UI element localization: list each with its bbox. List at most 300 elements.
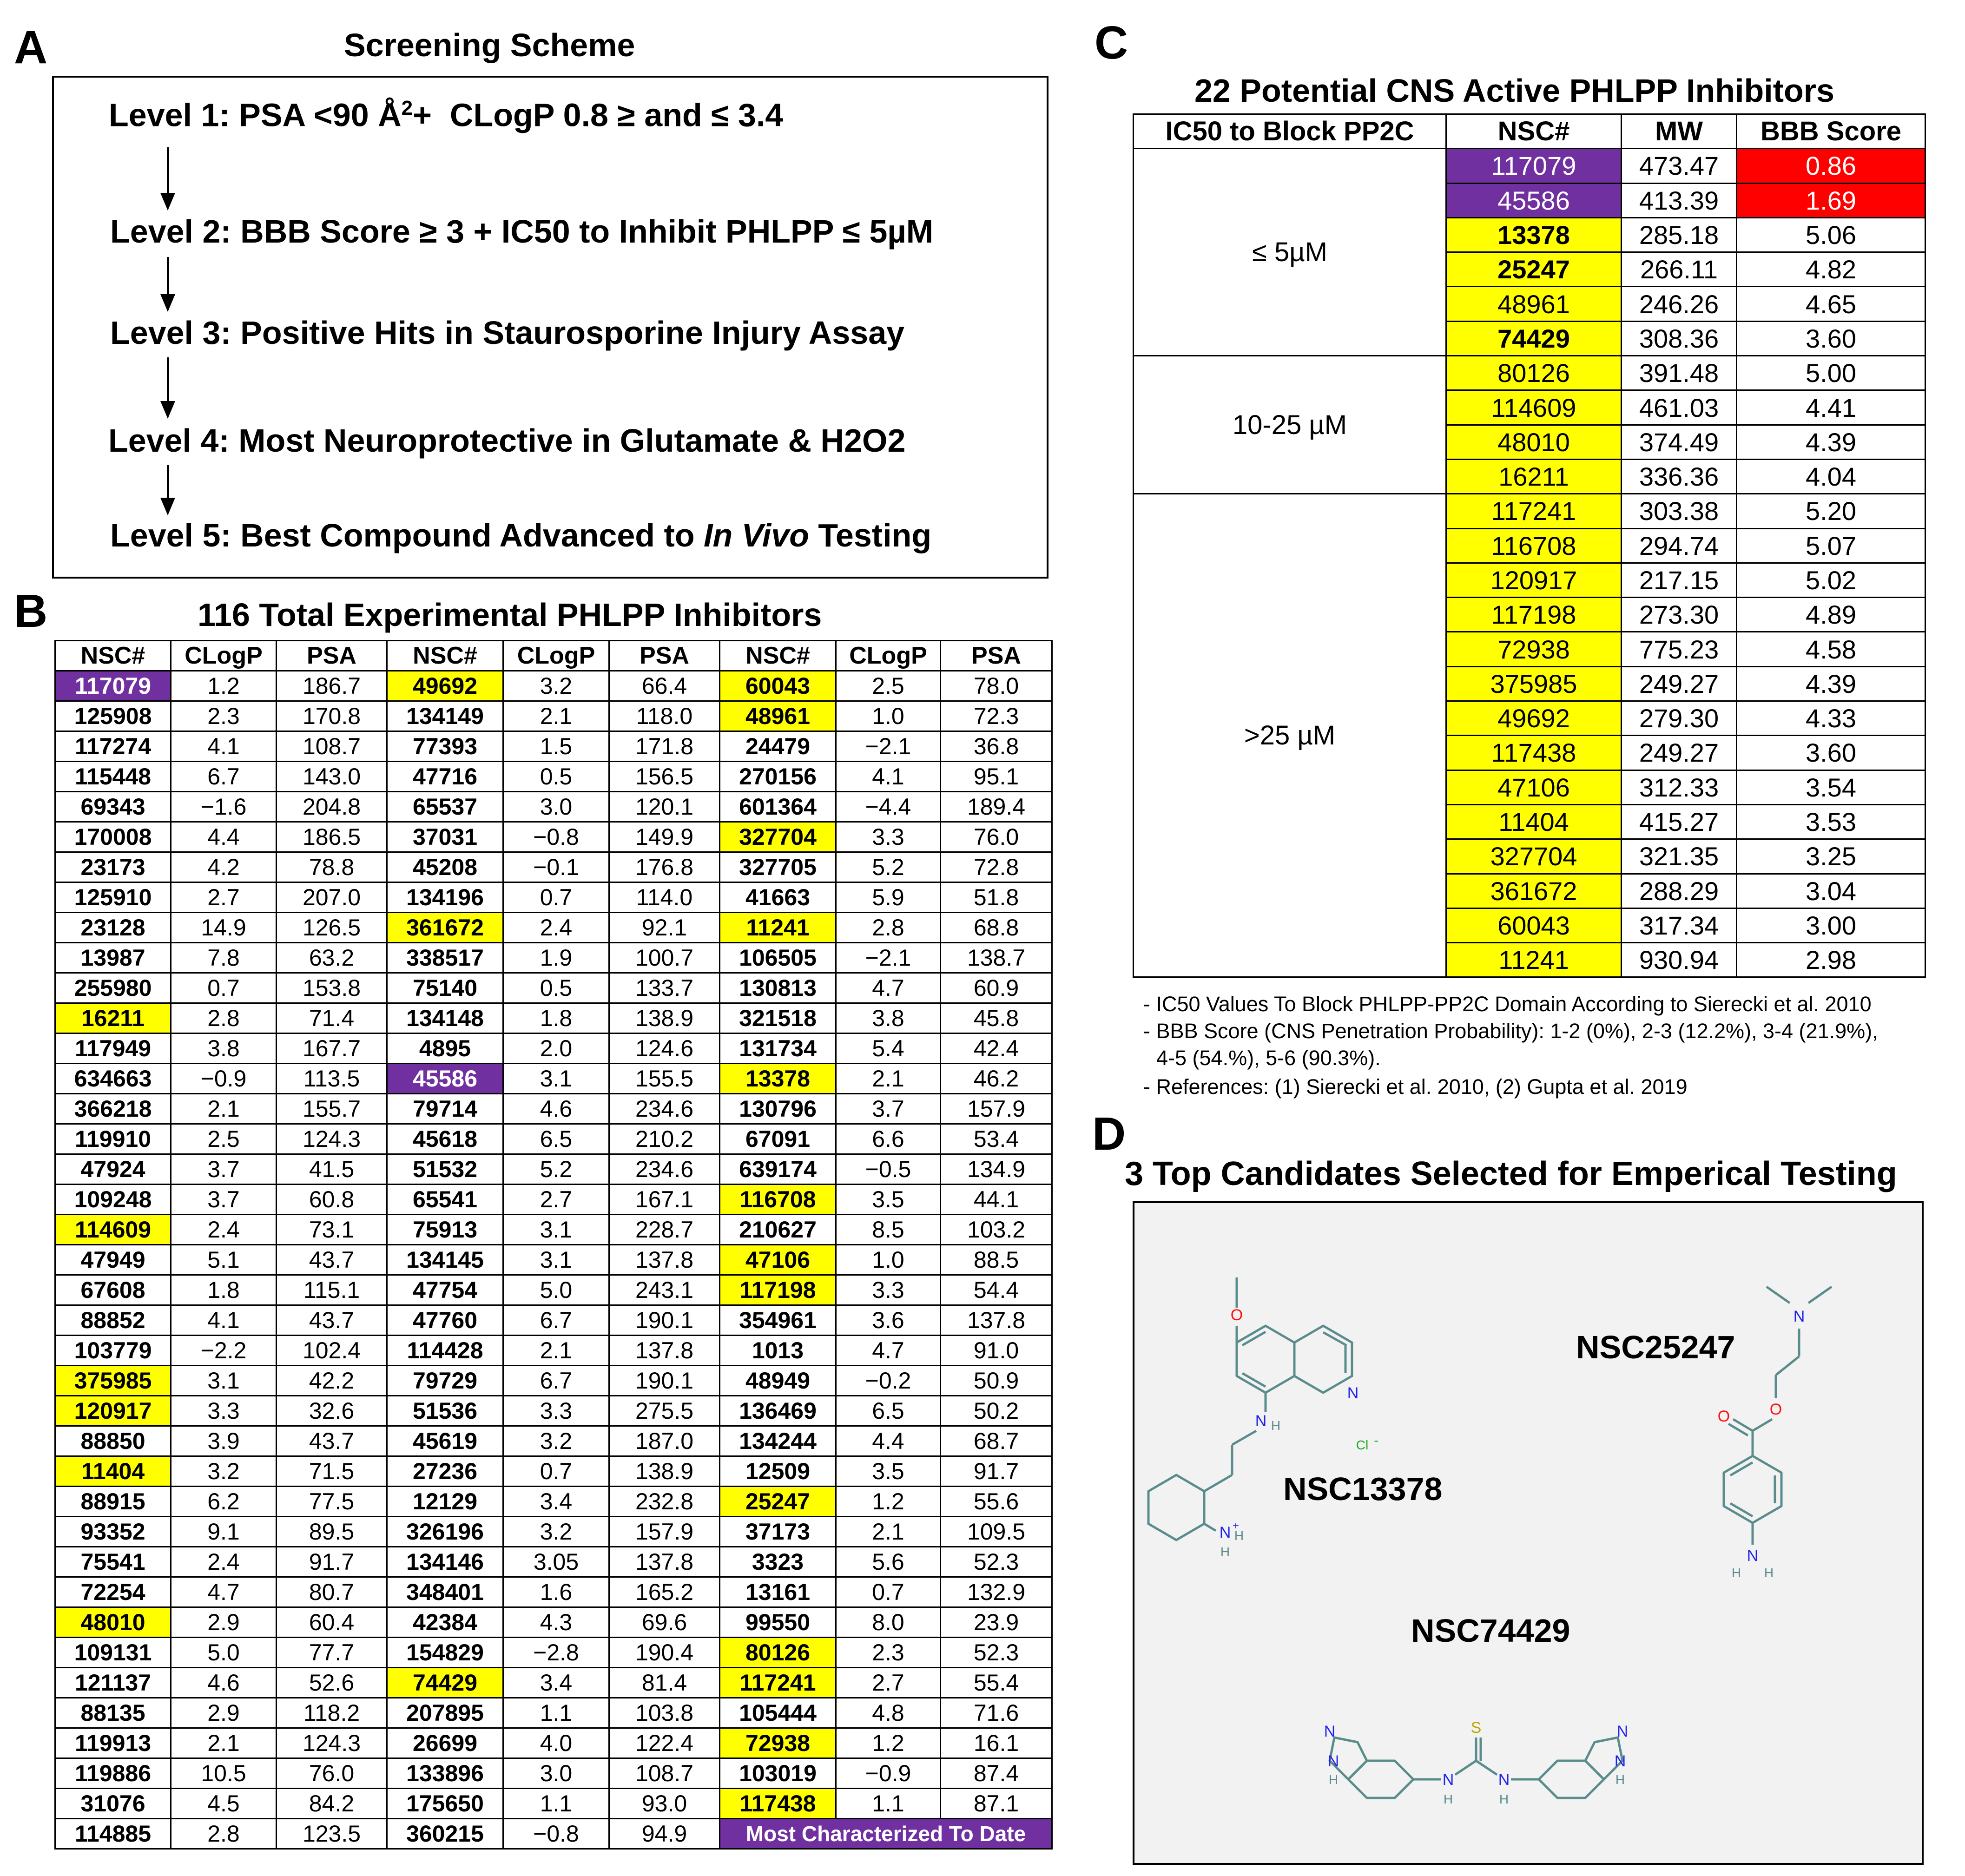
psa-cell: 68.8 <box>941 913 1052 943</box>
col-header: PSA <box>277 641 387 671</box>
arrow-3-head <box>160 401 175 419</box>
psa-cell: 190.1 <box>609 1305 720 1336</box>
psa-cell: 50.9 <box>941 1366 1052 1396</box>
clogp-cell: 4.7 <box>171 1577 277 1607</box>
psa-cell: 143.0 <box>277 762 387 792</box>
clogp-cell: 9.1 <box>171 1517 277 1547</box>
psa-cell: 137.8 <box>941 1305 1052 1336</box>
nsc-cell: 69343 <box>55 792 171 822</box>
psa-cell: 44.1 <box>941 1185 1052 1215</box>
bbb-score-cell: 3.60 <box>1737 736 1925 770</box>
nsc-cell: 1013 <box>720 1336 836 1366</box>
clogp-cell: 5.2 <box>836 852 941 882</box>
nsc-cell: 42384 <box>387 1607 503 1638</box>
clogp-cell: 3.1 <box>503 1245 609 1275</box>
psa-cell: 76.0 <box>277 1758 387 1789</box>
clogp-cell: 5.2 <box>503 1154 609 1185</box>
table-row <box>55 1426 1052 1456</box>
nsc-cell: 3323 <box>720 1547 836 1577</box>
clogp-cell: 3.1 <box>171 1366 277 1396</box>
clogp-cell: 6.7 <box>503 1305 609 1336</box>
psa-cell: 156.5 <box>609 762 720 792</box>
mw-cell: 415.27 <box>1622 804 1737 839</box>
psa-cell: 118.2 <box>277 1698 387 1728</box>
clogp-cell: 3.9 <box>171 1426 277 1456</box>
psa-cell: 87.1 <box>941 1789 1052 1819</box>
clogp-cell: 3.3 <box>171 1396 277 1426</box>
psa-cell: 165.2 <box>609 1577 720 1607</box>
table-row <box>55 1668 1052 1698</box>
nsc-cell: 77393 <box>387 731 503 762</box>
panel-c-title: 22 Potential CNS Active PHLPP Inhibitors <box>1194 72 1834 109</box>
psa-cell: 100.7 <box>609 943 720 973</box>
nsc-cell: 210627 <box>720 1215 836 1245</box>
psa-cell: 138.9 <box>609 1003 720 1033</box>
nsc-cell: 72938 <box>1446 632 1622 666</box>
nsc-cell: 72254 <box>55 1577 171 1607</box>
table-row <box>55 731 1052 762</box>
clogp-cell: 3.3 <box>836 1275 941 1305</box>
nsc-cell: 65537 <box>387 792 503 822</box>
screening-scheme-box <box>52 76 1048 579</box>
mw-cell: 303.38 <box>1622 494 1737 528</box>
bbb-score-cell: 4.41 <box>1737 390 1925 425</box>
psa-cell: 76.0 <box>941 822 1052 852</box>
nsc-cell: 60043 <box>1446 908 1622 942</box>
psa-cell: 137.8 <box>609 1336 720 1366</box>
psa-cell: 115.1 <box>277 1275 387 1305</box>
indazole-left-benzo <box>1348 1761 1413 1798</box>
psa-cell: 78.0 <box>941 671 1052 701</box>
table-row <box>55 1698 1052 1728</box>
nsc-cell: 134149 <box>387 701 503 731</box>
psa-cell: 16.1 <box>941 1728 1052 1758</box>
clogp-cell: 3.1 <box>503 1215 609 1245</box>
ic50-group-label: >25 µM <box>1134 494 1446 977</box>
urea-bond <box>1476 1761 1497 1775</box>
clogp-cell: 5.4 <box>836 1033 941 1064</box>
nsc-cell: 131734 <box>720 1033 836 1064</box>
mw-cell: 294.74 <box>1622 528 1737 563</box>
clogp-cell: 3.7 <box>171 1154 277 1185</box>
atom-n: N <box>1616 1723 1629 1740</box>
urea-bond <box>1455 1761 1476 1775</box>
clogp-cell: 1.2 <box>836 1728 941 1758</box>
clogp-cell: −0.1 <box>503 852 609 882</box>
psa-cell: 102.4 <box>277 1336 387 1366</box>
psa-cell: 137.8 <box>609 1547 720 1577</box>
psa-cell: 81.4 <box>609 1668 720 1698</box>
psa-cell: 71.5 <box>277 1456 387 1487</box>
nsc-cell: 48961 <box>1446 287 1622 321</box>
psa-cell: 232.8 <box>609 1487 720 1517</box>
clogp-cell: 6.5 <box>836 1396 941 1426</box>
clogp-cell: 2.7 <box>836 1668 941 1698</box>
psa-cell: 55.6 <box>941 1487 1052 1517</box>
methyl-bond <box>1767 1287 1790 1303</box>
nsc-cell: 47924 <box>55 1154 171 1185</box>
psa-cell: 84.2 <box>277 1789 387 1819</box>
clogp-cell: 1.1 <box>503 1789 609 1819</box>
mw-cell: 312.33 <box>1622 770 1737 804</box>
mw-cell: 288.29 <box>1622 874 1737 908</box>
clogp-cell: 7.8 <box>171 943 277 973</box>
table-row <box>55 792 1052 822</box>
table-row <box>55 1577 1052 1607</box>
bbb-score-cell: 3.04 <box>1737 874 1925 908</box>
bbb-score-cell: 4.04 <box>1737 459 1925 494</box>
level-5-suffix: Testing <box>809 517 932 553</box>
arrow-4-shaft <box>167 465 169 499</box>
psa-cell: 41.5 <box>277 1154 387 1185</box>
nsc-cell: 117274 <box>55 731 171 762</box>
nsc-cell: 361672 <box>1446 874 1622 908</box>
note-references: - References: (1) Sierecki et al. 2010, (2) Gupta et al. 2019 <box>1143 1075 1688 1099</box>
level-5-text <box>110 519 931 552</box>
nsc-cell: 79714 <box>387 1094 503 1124</box>
bbb-score-cell: 4.33 <box>1737 701 1925 736</box>
clogp-cell: 3.8 <box>171 1033 277 1064</box>
clogp-cell: 2.8 <box>171 1003 277 1033</box>
arrow-2-shaft <box>167 257 169 295</box>
psa-cell: 234.6 <box>609 1094 720 1124</box>
clogp-cell: 2.1 <box>503 701 609 731</box>
nsc-cell: 327705 <box>720 852 836 882</box>
nsc-cell: 119886 <box>55 1758 171 1789</box>
psa-cell: 92.1 <box>609 913 720 943</box>
nsc-cell: 13378 <box>720 1064 836 1094</box>
psa-cell: 91.0 <box>941 1336 1052 1366</box>
table-row <box>55 1124 1052 1154</box>
nsc-cell: 170008 <box>55 822 171 852</box>
nsc-cell: 25247 <box>720 1487 836 1517</box>
table-row <box>55 822 1052 852</box>
note-bbb: - BBB Score (CNS Penetration Probability): 1-2 (0%), 2-3 (12.2%), 3-4 (21.9%), <box>1143 1019 1878 1043</box>
clogp-cell: 6.2 <box>171 1487 277 1517</box>
ic50-group-label: 10-25 µM <box>1134 356 1446 494</box>
nsc-cell: 45586 <box>387 1064 503 1094</box>
nsc-cell: 117198 <box>1446 598 1622 632</box>
clogp-cell: 5.0 <box>503 1275 609 1305</box>
panel-letter-c: C <box>1095 17 1128 69</box>
psa-cell: 55.4 <box>941 1668 1052 1698</box>
nsc-cell: 48961 <box>720 701 836 731</box>
clogp-cell: 3.2 <box>503 1517 609 1547</box>
atom-n: N <box>1614 1752 1626 1770</box>
clogp-cell: −4.4 <box>836 792 941 822</box>
table-row <box>55 1728 1052 1758</box>
clogp-cell: 0.7 <box>503 1456 609 1487</box>
clogp-cell: 1.2 <box>171 671 277 701</box>
psa-cell: 73.1 <box>277 1215 387 1245</box>
bbb-score-cell: 5.02 <box>1737 563 1925 597</box>
clogp-cell: 8.5 <box>836 1215 941 1245</box>
table-row <box>55 882 1052 913</box>
table-row <box>55 1305 1052 1336</box>
clogp-cell: 2.1 <box>836 1517 941 1547</box>
nsc-cell: 88915 <box>55 1487 171 1517</box>
clogp-cell: 2.9 <box>171 1698 277 1728</box>
nsc-cell: 74429 <box>1446 321 1622 355</box>
nsc-cell: 255980 <box>55 973 171 1003</box>
clogp-cell: 3.0 <box>503 1758 609 1789</box>
panel-letter-b: B <box>14 585 48 637</box>
arrow-1-head <box>160 193 175 211</box>
compound-label-nsc13378: NSC13378 <box>1283 1471 1443 1507</box>
clogp-cell: 3.7 <box>836 1094 941 1124</box>
atom-n: N <box>1498 1771 1510 1789</box>
nsc-cell: 125910 <box>55 882 171 913</box>
nsc-cell: 105444 <box>720 1698 836 1728</box>
atom-s: S <box>1470 1719 1482 1737</box>
clogp-cell: 0.5 <box>503 762 609 792</box>
clogp-cell: −0.5 <box>836 1154 941 1185</box>
psa-cell: 50.2 <box>941 1396 1052 1426</box>
col-header: NSC# <box>55 641 171 671</box>
clogp-cell: 2.8 <box>171 1819 277 1849</box>
psa-cell: 42.4 <box>941 1033 1052 1064</box>
psa-cell: 103.2 <box>941 1215 1052 1245</box>
psa-cell: 187.0 <box>609 1426 720 1456</box>
mw-cell: 285.18 <box>1622 217 1737 252</box>
nsc-cell: 125908 <box>55 701 171 731</box>
table-row <box>55 1185 1052 1215</box>
clogp-cell: 2.9 <box>171 1607 277 1638</box>
clogp-cell: 1.5 <box>503 731 609 762</box>
nsc-cell: 13161 <box>720 1577 836 1607</box>
clogp-cell: 2.1 <box>171 1728 277 1758</box>
clogp-cell: 0.5 <box>503 973 609 1003</box>
psa-cell: 72.3 <box>941 701 1052 731</box>
psa-cell: 190.1 <box>609 1366 720 1396</box>
nsc-cell: 47106 <box>1446 770 1622 804</box>
nsc-cell: 49692 <box>387 671 503 701</box>
cns-inhibitors-table <box>1133 113 1926 978</box>
psa-cell: 149.9 <box>609 822 720 852</box>
chemical-structures <box>1134 1203 1922 1863</box>
inhibitors-table-header <box>55 641 1052 671</box>
nsc-cell: 47106 <box>720 1245 836 1275</box>
legend-most-characterized: Most Characterized To Date <box>720 1819 1052 1849</box>
nsc-cell: 13987 <box>55 943 171 973</box>
col-header: NSC# <box>387 641 503 671</box>
atom-charge-plus: + <box>1232 1520 1240 1532</box>
piperidine-ring <box>1148 1475 1204 1540</box>
inhibitors-table-body <box>55 671 1052 1849</box>
psa-cell: 77.5 <box>277 1487 387 1517</box>
nsc-cell: 11241 <box>720 913 836 943</box>
nsc-cell: 326196 <box>387 1517 503 1547</box>
clogp-cell: 10.5 <box>171 1758 277 1789</box>
nsc-cell: 114609 <box>55 1215 171 1245</box>
atom-n: N <box>1347 1384 1359 1402</box>
panel-b-title: 116 Total Experimental PHLPP Inhibitors <box>198 597 822 633</box>
nsc-cell: 93352 <box>55 1517 171 1547</box>
table-row <box>1134 149 1925 183</box>
clogp-cell: 2.7 <box>503 1185 609 1215</box>
nsc-cell: 133896 <box>387 1758 503 1789</box>
psa-cell: 132.9 <box>941 1577 1052 1607</box>
mw-cell: 317.34 <box>1622 908 1737 942</box>
nsc-cell: 134196 <box>387 882 503 913</box>
atom-h: H <box>1615 1772 1625 1787</box>
double-bond <box>1730 1503 1753 1516</box>
nsc-cell: 361672 <box>387 913 503 943</box>
nsc-cell: 60043 <box>720 671 836 701</box>
clogp-cell: 4.6 <box>503 1094 609 1124</box>
psa-cell: 275.5 <box>609 1396 720 1426</box>
bbb-score-cell: 2.98 <box>1737 943 1925 977</box>
col-header: IC50 to Block PP2C <box>1134 114 1446 149</box>
mw-cell: 249.27 <box>1622 736 1737 770</box>
nsc-cell: 109131 <box>55 1638 171 1668</box>
psa-cell: 122.4 <box>609 1728 720 1758</box>
table-row <box>55 913 1052 943</box>
atom-h: H <box>1234 1528 1244 1543</box>
mw-cell: 413.39 <box>1622 183 1737 217</box>
mw-cell: 308.36 <box>1622 321 1737 355</box>
psa-cell: 32.6 <box>277 1396 387 1426</box>
nsc-cell: 360215 <box>387 1819 503 1849</box>
clogp-cell: 4.3 <box>503 1607 609 1638</box>
psa-cell: 54.4 <box>941 1275 1052 1305</box>
clogp-cell: 3.4 <box>503 1487 609 1517</box>
nsc-cell: 106505 <box>720 943 836 973</box>
nsc-cell: 121137 <box>55 1668 171 1698</box>
nsc-cell: 117241 <box>1446 494 1622 528</box>
psa-cell: 137.8 <box>609 1245 720 1275</box>
indazole-right-benzo <box>1539 1761 1604 1798</box>
clogp-cell: 2.4 <box>503 913 609 943</box>
nsc-cell: 11404 <box>55 1456 171 1487</box>
nsc-cell: 80126 <box>720 1638 836 1668</box>
clogp-cell: 4.4 <box>171 822 277 852</box>
bbb-score-cell: 1.69 <box>1737 183 1925 217</box>
clogp-cell: 3.1 <box>503 1064 609 1094</box>
clogp-cell: 3.8 <box>836 1003 941 1033</box>
table-row <box>55 1033 1052 1064</box>
level-3-text: Level 3: Positive Hits in Staurosporine Injury Assay <box>110 315 905 351</box>
atom-n: N <box>1219 1524 1231 1541</box>
psa-cell: 23.9 <box>941 1607 1052 1638</box>
nsc-cell: 47716 <box>387 762 503 792</box>
mw-cell: 930.94 <box>1622 943 1737 977</box>
clogp-cell: 5.9 <box>836 882 941 913</box>
table-row <box>55 1517 1052 1547</box>
psa-cell: 60.8 <box>277 1185 387 1215</box>
bbb-score-cell: 3.54 <box>1737 770 1925 804</box>
clogp-cell: −0.8 <box>503 1819 609 1849</box>
atom-n: N <box>1442 1771 1454 1789</box>
table-row <box>55 1064 1052 1094</box>
nsc-cell: 207895 <box>387 1698 503 1728</box>
table-row <box>55 1154 1052 1185</box>
atom-h: H <box>1731 1566 1741 1580</box>
bbb-score-cell: 5.07 <box>1737 528 1925 563</box>
nsc-cell: 49692 <box>1446 701 1622 736</box>
psa-cell: 53.4 <box>941 1124 1052 1154</box>
nsc-cell: 16211 <box>55 1003 171 1033</box>
atom-n: N <box>1327 1752 1339 1770</box>
table-row <box>55 1607 1052 1638</box>
clogp-cell: 2.0 <box>503 1033 609 1064</box>
bbb-score-cell: 4.39 <box>1737 425 1925 459</box>
table-row <box>55 1003 1052 1033</box>
nsc-cell: 375985 <box>1446 666 1622 701</box>
arrow-2-head <box>160 294 175 312</box>
nsc-cell: 12509 <box>720 1456 836 1487</box>
nsc-cell: 45619 <box>387 1426 503 1456</box>
nsc-cell: 117438 <box>1446 736 1622 770</box>
psa-cell: 167.1 <box>609 1185 720 1215</box>
psa-cell: 186.7 <box>277 671 387 701</box>
clogp-cell: −2.2 <box>171 1336 277 1366</box>
mw-cell: 473.47 <box>1622 149 1737 183</box>
psa-cell: 60.9 <box>941 973 1052 1003</box>
nsc-cell: 117198 <box>720 1275 836 1305</box>
table-row <box>55 1245 1052 1275</box>
nsc-cell: 48010 <box>55 1607 171 1638</box>
level-1-text: Level 1: PSA <90 $Å^2+$ CLogP 0.8 ≥ and ≤ 3.4 <box>109 97 784 133</box>
nsc-cell: 634663 <box>55 1064 171 1094</box>
bbb-score-cell: 4.89 <box>1737 598 1925 632</box>
clogp-cell: −0.9 <box>836 1758 941 1789</box>
clogp-cell: 4.5 <box>171 1789 277 1819</box>
panel-letter-d: D <box>1092 1108 1126 1160</box>
col-header: PSA <box>941 641 1052 671</box>
mw-cell: 374.49 <box>1622 425 1737 459</box>
bbb-score-cell: 5.00 <box>1737 356 1925 390</box>
clogp-cell: −2.1 <box>836 731 941 762</box>
mw-cell: 246.26 <box>1622 287 1737 321</box>
nsc-cell: 154829 <box>387 1638 503 1668</box>
table-row <box>55 671 1052 701</box>
clogp-cell: 4.1 <box>836 762 941 792</box>
psa-cell: 155.7 <box>277 1094 387 1124</box>
table-row <box>55 1487 1052 1517</box>
psa-cell: 167.7 <box>277 1033 387 1064</box>
structures-box <box>1133 1201 1924 1865</box>
nsc-cell: 130813 <box>720 973 836 1003</box>
nsc-cell: 117241 <box>720 1668 836 1698</box>
clogp-cell: −0.8 <box>503 822 609 852</box>
clogp-cell: 14.9 <box>171 913 277 943</box>
nsc-cell: 116708 <box>1446 528 1622 563</box>
psa-cell: 126.5 <box>277 913 387 943</box>
nsc-cell: 348401 <box>387 1577 503 1607</box>
clogp-cell: 3.7 <box>171 1185 277 1215</box>
nsc-cell: 65541 <box>387 1185 503 1215</box>
psa-cell: 78.8 <box>277 852 387 882</box>
mw-cell: 266.11 <box>1622 252 1737 287</box>
nsc-cell: 114428 <box>387 1336 503 1366</box>
nsc-cell: 338517 <box>387 943 503 973</box>
clogp-cell: 4.8 <box>836 1698 941 1728</box>
psa-cell: 124.3 <box>277 1124 387 1154</box>
psa-cell: 124.3 <box>277 1728 387 1758</box>
nsc-cell: 175650 <box>387 1789 503 1819</box>
clogp-cell: 3.2 <box>171 1456 277 1487</box>
psa-cell: 123.5 <box>277 1819 387 1849</box>
psa-cell: 176.8 <box>609 852 720 882</box>
clogp-cell: 4.1 <box>171 731 277 762</box>
clogp-cell: −2.8 <box>503 1638 609 1668</box>
table-row <box>55 1547 1052 1577</box>
psa-cell: 43.7 <box>277 1245 387 1275</box>
nsc-cell: 25247 <box>1446 252 1622 287</box>
nsc-cell: 67091 <box>720 1124 836 1154</box>
bbb-score-cell: 5.06 <box>1737 217 1925 252</box>
